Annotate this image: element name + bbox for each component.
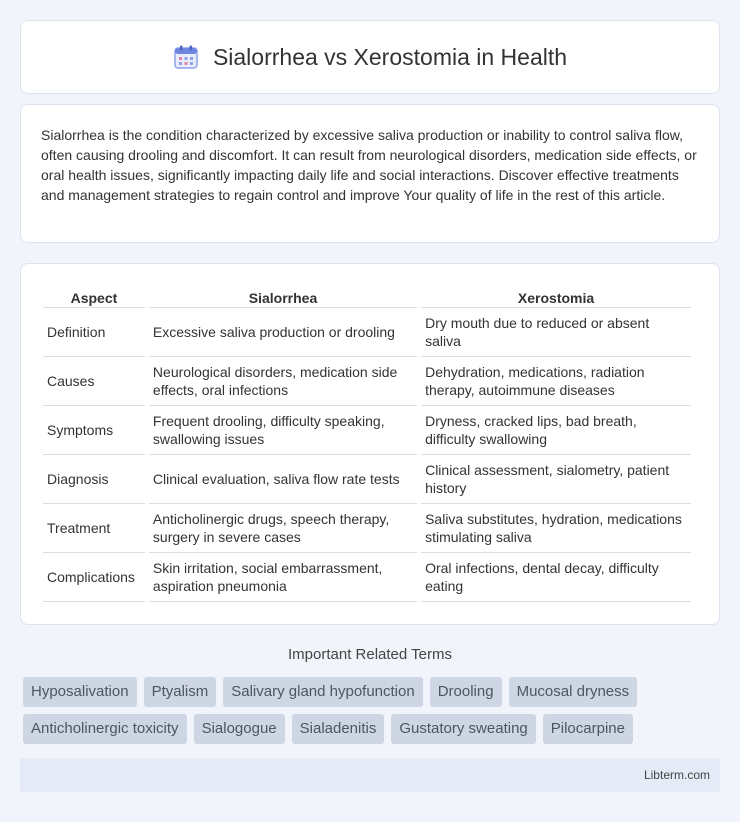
row-aspect: Definition — [43, 308, 145, 357]
related-term-tag[interactable]: Ptyalism — [144, 677, 217, 707]
footer — [20, 758, 720, 792]
header-aspect: Aspect — [43, 286, 145, 308]
related-term-tag[interactable]: Mucosal dryness — [509, 677, 638, 707]
row-aspect: Treatment — [43, 504, 145, 553]
table-row — [43, 406, 691, 455]
related-term-tag[interactable]: Anticholinergic toxicity — [23, 714, 187, 744]
row-xerostomia: Clinical assessment, sialometry, patient history — [421, 455, 691, 504]
footer-brand-link[interactable]: Libterm.com — [643, 768, 710, 782]
table-row — [43, 553, 691, 602]
related-term-tag[interactable]: Sialogogue — [194, 714, 285, 744]
header-sialorrhea: Sialorrhea — [149, 286, 417, 308]
related-term-tag[interactable]: Pilocarpine — [543, 714, 633, 744]
row-sialorrhea: Skin irritation, social embarrassment, aspiration pneumonia — [149, 553, 417, 602]
related-term-tag[interactable]: Salivary gland hypofunction — [223, 677, 422, 707]
row-sialorrhea: Anticholinergic drugs, speech therapy, surgery in severe cases — [149, 504, 417, 553]
related-term-tag[interactable]: Gustatory sweating — [391, 714, 535, 744]
row-sialorrhea: Clinical evaluation, saliva flow rate tests — [149, 455, 417, 504]
title-card — [20, 20, 720, 94]
header-xerostomia: Xerostomia — [421, 286, 691, 308]
row-aspect: Complications — [43, 553, 145, 602]
table-row — [43, 357, 691, 406]
related-term-tag[interactable]: Hyposalivation — [23, 677, 137, 707]
table-row — [43, 504, 691, 553]
row-aspect: Diagnosis — [43, 455, 145, 504]
intro-card — [20, 104, 720, 243]
row-sialorrhea: Frequent drooling, difficulty speaking, swallowing issues — [149, 406, 417, 455]
table-row — [43, 455, 691, 504]
calendar-icon — [173, 44, 199, 70]
row-xerostomia: Dehydration, medications, radiation therapy, autoimmune diseases — [421, 357, 691, 406]
table-header-row — [43, 286, 691, 308]
comparison-table — [39, 286, 695, 602]
row-xerostomia: Dryness, cracked lips, bad breath, difficulty swallowing — [421, 406, 691, 455]
row-sialorrhea: Excessive saliva production or drooling — [149, 308, 417, 357]
related-term-tag[interactable]: Sialadenitis — [292, 714, 385, 744]
row-aspect: Causes — [43, 357, 145, 406]
row-aspect: Symptoms — [43, 406, 145, 455]
row-xerostomia: Saliva substitutes, hydration, medications stimulating saliva — [421, 504, 691, 553]
related-term-tag[interactable]: Drooling — [430, 677, 502, 707]
table-row — [43, 308, 691, 357]
row-xerostomia: Oral infections, dental decay, difficulty eating — [421, 553, 691, 602]
intro-text: Sialorrhea is the condition characterized by excessive saliva production or inability to control saliva flow, often causing drooling and discomfort. It can result from neurological disorders, medication side effects, or oral health issues, significantly impacting daily life and social interactions. Discover effective treatments and management strategies to regain control and improve Your quality of life in the rest of this article. — [41, 127, 697, 203]
related-terms-list — [23, 677, 723, 744]
page-title: Sialorrhea vs Xerostomia in Health — [212, 43, 568, 70]
row-sialorrhea: Neurological disorders, medication side effects, oral infections — [149, 357, 417, 406]
comparison-table-card — [20, 263, 720, 625]
row-xerostomia: Dry mouth due to reduced or absent saliva — [421, 308, 691, 357]
related-terms-title: Important Related Terms — [288, 646, 452, 663]
